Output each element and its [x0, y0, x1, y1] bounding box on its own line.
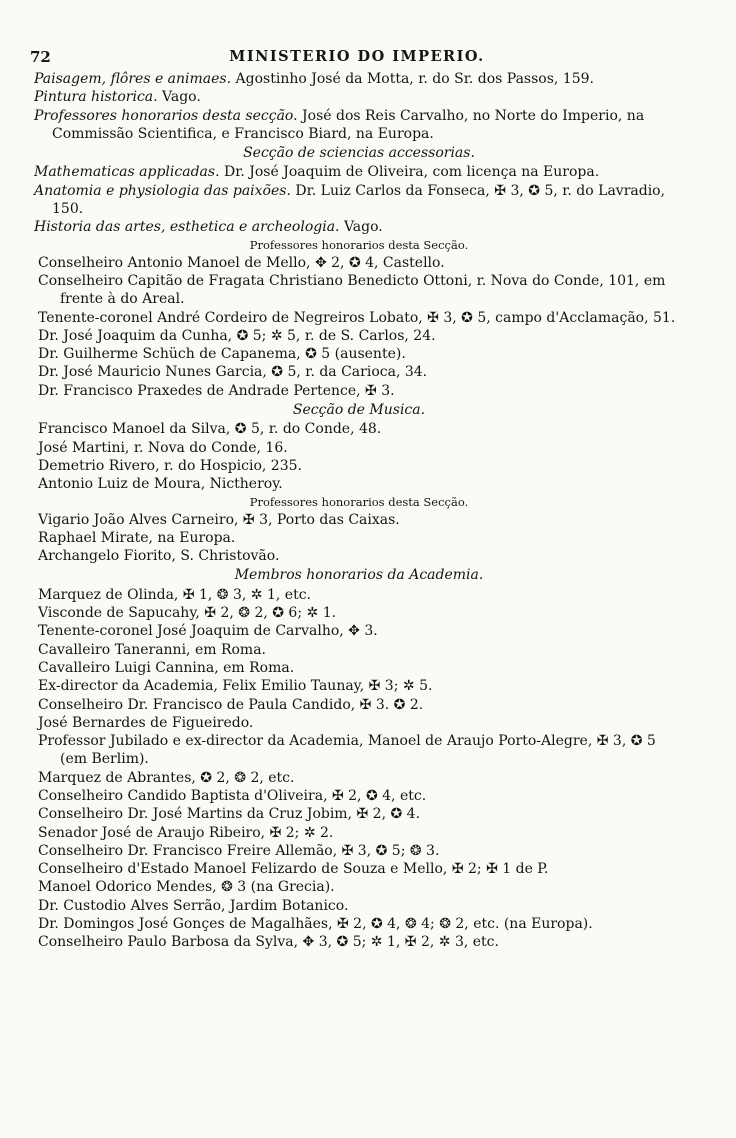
list-item: Cavalleiro Luigi Cannina, em Roma.	[38, 659, 295, 676]
list-item: Dr. José Mauricio Nunes Garcia, ✪ 5, r. da Carioca, 34.	[38, 364, 428, 381]
list-item: Conselheiro Candido Baptista d'Oliveira, ✠ 2, ✪ 4, etc.	[38, 787, 427, 804]
section-title-music: Secção de Musica.	[292, 402, 426, 419]
page-header	[30, 48, 684, 70]
sciences-entry: Historia das artes, esthetica e archeologia. Vago.	[34, 219, 383, 236]
page-body	[34, 70, 684, 952]
list-item: Marquez de Olinda, ✠ 1, ❂ 3, ✲ 1, etc.	[38, 586, 311, 603]
list-item: Conselheiro d'Estado Manoel Felizardo de Souza e Mello, ✠ 2; ✠ 1 de P.	[38, 861, 549, 878]
list-item: Marquez de Abrantes, ✪ 2, ❂ 2, etc.	[38, 769, 295, 786]
list-item: Demetrio Rivero, r. do Hospicio, 235.	[38, 457, 302, 474]
page-number: 72	[30, 48, 51, 66]
list-item: Antonio Luiz de Moura, Nictheroy.	[38, 476, 283, 493]
list-item: Francisco Manoel da Silva, ✪ 5, r. do Conde, 48.	[38, 421, 382, 438]
intro-entry: Professores honorarios desta secção. José dos Reis Carvalho, no Norte do Imperio, na Commissão Scientifica, e Francisco Biard, na Europa.	[34, 107, 645, 142]
section-title-sciences: Secção de sciencias accessorias.	[243, 145, 475, 162]
list-item: Tenente-coronel André Cordeiro de Negreiros Lobato, ✠ 3, ✪ 5, campo d'Acclamação, 51.	[38, 309, 676, 326]
list-item: José Bernardes de Figueiredo.	[38, 714, 254, 731]
list-item: Tenente-coronel José Joaquim de Carvalho, ✥ 3.	[38, 623, 378, 640]
running-head: MINISTERIO DO IMPERIO.	[229, 48, 485, 65]
list-item: Archangelo Fiorito, S. Christovão.	[38, 548, 280, 565]
list-item: Dr. Guilherme Schüch de Capanema, ✪ 5 (ausente).	[38, 346, 406, 363]
list-item: Professor Jubilado e ex-director da Academia, Manoel de Araujo Porto-Alegre, ✠ 3, ✪ 5 (em Berlim).	[38, 733, 656, 768]
sciences-entry: Mathematicas applicadas. Dr. José Joaquim de Oliveira, com licença na Europa.	[34, 164, 600, 181]
section-title-academy-honorary: Membros honorarios da Academia.	[234, 567, 484, 584]
list-item: Conselheiro Dr. Francisco Freire Allemão, ✠ 3, ✪ 5; ❂ 3.	[38, 842, 440, 859]
list-item: Senador José de Araujo Ribeiro, ✠ 2; ✲ 2.	[38, 824, 334, 841]
list-item: Manoel Odorico Mendes, ❂ 3 (na Grecia).	[38, 879, 335, 896]
music-honorary-heading: Professores honorarios desta Secção.	[249, 494, 469, 509]
list-item: Raphael Mirate, na Europa.	[38, 529, 236, 546]
list-item: Conselheiro Capitão de Fragata Christiano Benedicto Ottoni, r. Nova do Conde, 101, em frente à do Areal.	[38, 272, 666, 308]
list-item: Conselheiro Antonio Manoel de Mello, ✥ 2, ✪ 4, Castello.	[38, 254, 445, 271]
list-item: Conselheiro Dr. José Martins da Cruz Jobim, ✠ 2, ✪ 4.	[38, 806, 421, 823]
list-item: Conselheiro Paulo Barbosa da Sylva, ✥ 3, ✪ 5; ✲ 1, ✠ 2, ✲ 3, etc.	[38, 934, 499, 951]
list-item: Conselheiro Dr. Francisco de Paula Candido, ✠ 3. ✪ 2.	[38, 696, 424, 713]
list-item: Dr. Francisco Praxedes de Andrade Pertence, ✠ 3.	[38, 382, 395, 399]
list-item: Dr. Custodio Alves Serrão, Jardim Botanico.	[38, 897, 349, 914]
list-item: Vigario João Alves Carneiro, ✠ 3, Porto das Caixas.	[38, 511, 400, 528]
list-item: Dr. José Joaquim da Cunha, ✪ 5; ✲ 5, r. de S. Carlos, 24.	[38, 327, 436, 344]
sciences-entry: Anatomia e physiologia das paixões. Dr. Luiz Carlos da Fonseca, ✠ 3, ✪ 5, r. do Lavradio, 150.	[34, 182, 666, 218]
intro-entry: Paisagem, flôres e animaes. Agostinho José da Motta, r. do Sr. dos Passos, 159.	[34, 71, 594, 87]
sciences-honorary-heading: Professores honorarios desta Secção.	[249, 237, 469, 252]
list-item: Dr. Domingos José Gonçes de Magalhães, ✠ 2, ✪ 4, ❂ 4; ❂ 2, etc. (na Europa).	[38, 916, 593, 933]
list-item: Visconde de Sapucahy, ✠ 2, ❂ 2, ✪ 6; ✲ 1.	[38, 605, 337, 622]
list-item: Cavalleiro Taneranni, em Roma.	[38, 641, 267, 658]
list-item: José Martini, r. Nova do Conde, 16.	[38, 439, 288, 456]
intro-entry: Pintura historica. Vago.	[34, 89, 201, 106]
list-item: Ex-director da Academia, Felix Emilio Taunay, ✠ 3; ✲ 5.	[38, 678, 433, 695]
